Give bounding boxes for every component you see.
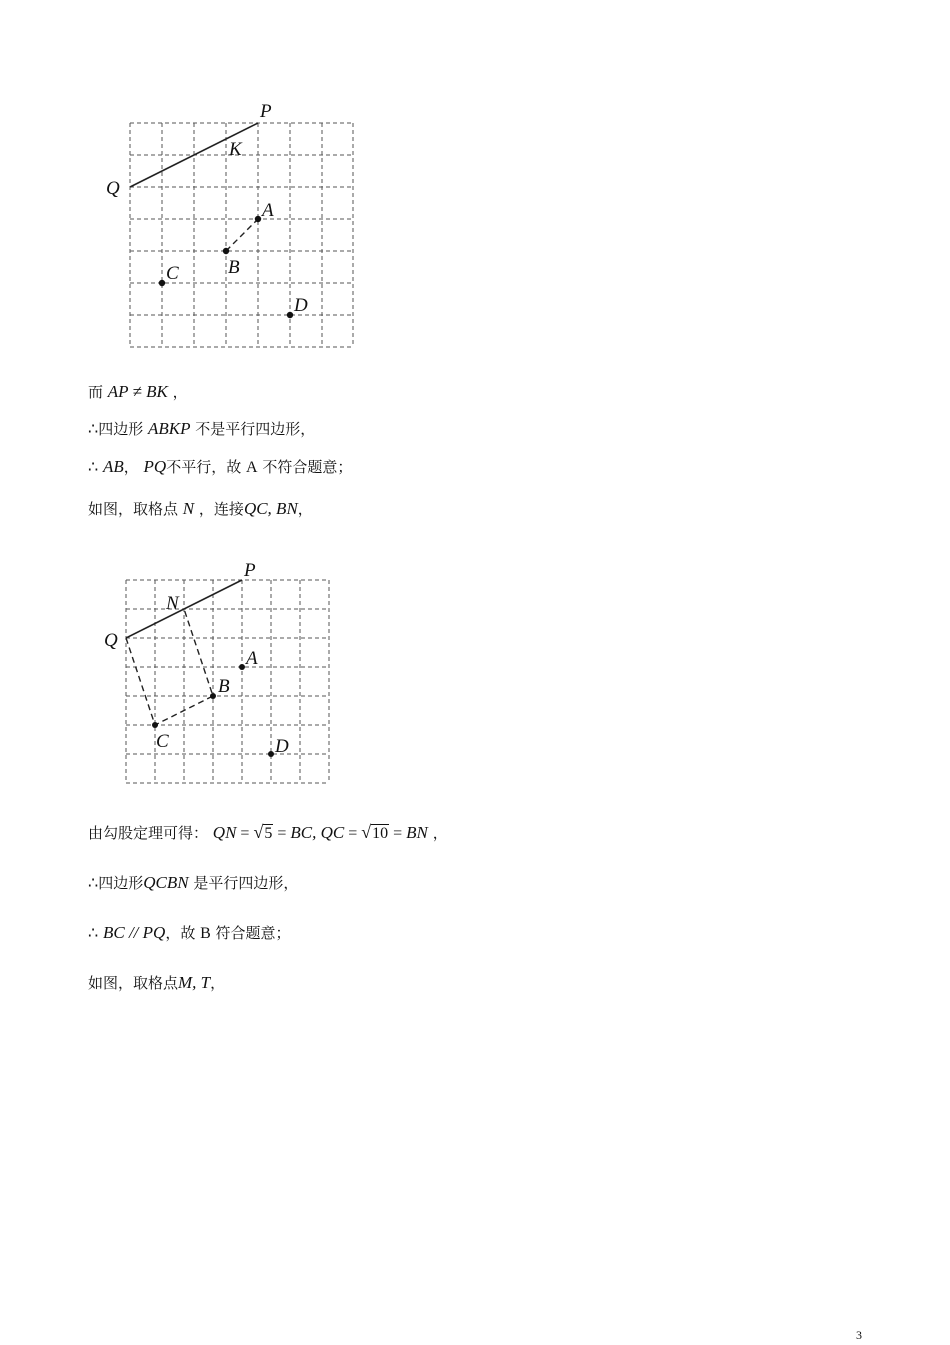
therefore-symbol: ∴ <box>88 459 99 476</box>
radicand: 5 <box>264 825 273 842</box>
math-expr: BC, QC <box>290 823 345 842</box>
math-expr: BN <box>406 823 428 842</box>
line-ap-neq-bk <box>88 381 188 402</box>
text: ， <box>297 500 313 518</box>
label-d: D <box>275 736 289 757</box>
math-expr: AB <box>102 457 124 476</box>
line-take-points-mt <box>88 972 225 993</box>
equals: = <box>273 825 291 842</box>
segment-ab <box>226 219 258 251</box>
label-p: P <box>260 101 272 122</box>
text: 四边形 <box>98 420 144 438</box>
point-a <box>255 216 261 222</box>
label-a: A <box>262 200 274 221</box>
text: ，连接 <box>198 500 244 518</box>
equals: = <box>236 825 254 842</box>
point-b <box>223 248 229 254</box>
radical-sign: √ <box>253 822 264 842</box>
label-k: K <box>229 139 242 160</box>
label-q: Q <box>106 178 120 199</box>
text: 如图，取格点 <box>88 500 179 518</box>
sqrt-expr <box>253 822 273 843</box>
text: 不符合题意； <box>257 458 353 476</box>
math-expr: QN <box>212 823 237 842</box>
text: ， <box>123 458 139 476</box>
therefore-symbol: ∴ <box>88 925 99 942</box>
label-a: A <box>246 648 258 669</box>
text: 不平行，故 <box>166 458 246 476</box>
text: 不是平行四边形， <box>195 420 316 438</box>
point-c <box>152 722 158 728</box>
point-c <box>159 280 165 286</box>
figure-2-grid <box>96 556 346 796</box>
therefore-symbol: ∴ <box>88 875 99 892</box>
text: 是平行四边形， <box>193 874 299 892</box>
text: ， <box>210 974 226 992</box>
line-qcbn-parallelogram <box>88 872 298 893</box>
line-abkp-not-parallelogram <box>88 418 315 439</box>
math-expr: ABKP <box>147 419 191 438</box>
math-expr: BC // PQ <box>102 923 166 942</box>
line-take-point-n <box>88 498 313 519</box>
math-expr: M, T <box>178 973 211 992</box>
line-pythagoras <box>88 822 448 843</box>
equals: = <box>389 825 407 842</box>
radical-sign: √ <box>361 822 372 842</box>
label-b: B <box>218 676 230 697</box>
text: 四边形 <box>98 874 144 892</box>
point-d <box>268 751 274 757</box>
therefore-symbol: ∴ <box>88 421 99 438</box>
math-expr: QCBN <box>143 873 189 892</box>
point-a <box>239 664 245 670</box>
text: 由勾股定理可得： <box>88 824 209 842</box>
math-expr: N <box>182 499 195 518</box>
page-number: 3 <box>856 1328 862 1342</box>
text: 如图，取格点 <box>88 974 179 992</box>
text: ，故 <box>165 924 201 942</box>
radicand: 10 <box>372 825 389 842</box>
math-expr: QC, BN <box>243 499 298 518</box>
math-expr: AP ≠ BK <box>107 382 168 401</box>
label-n: N <box>166 593 179 614</box>
point-b <box>210 693 216 699</box>
label-p: P <box>244 560 256 581</box>
line-option-b <box>88 922 291 943</box>
label-b: B <box>228 257 240 278</box>
text: 符合题意； <box>210 924 291 942</box>
text: 而 <box>88 383 104 401</box>
text: ， <box>432 824 448 842</box>
label-d: D <box>294 295 308 316</box>
label-c: C <box>166 263 179 284</box>
label-c: C <box>156 731 169 752</box>
figure-1-grid <box>100 95 370 355</box>
choice-letter: B <box>200 925 211 942</box>
equals: = <box>344 825 362 842</box>
text: ， <box>172 383 188 401</box>
label-q: Q <box>104 630 118 651</box>
line-option-a <box>88 456 352 477</box>
choice-letter: A <box>246 459 258 476</box>
sqrt-expr <box>361 822 389 843</box>
point-d <box>287 312 293 318</box>
math-expr: PQ <box>143 457 167 476</box>
